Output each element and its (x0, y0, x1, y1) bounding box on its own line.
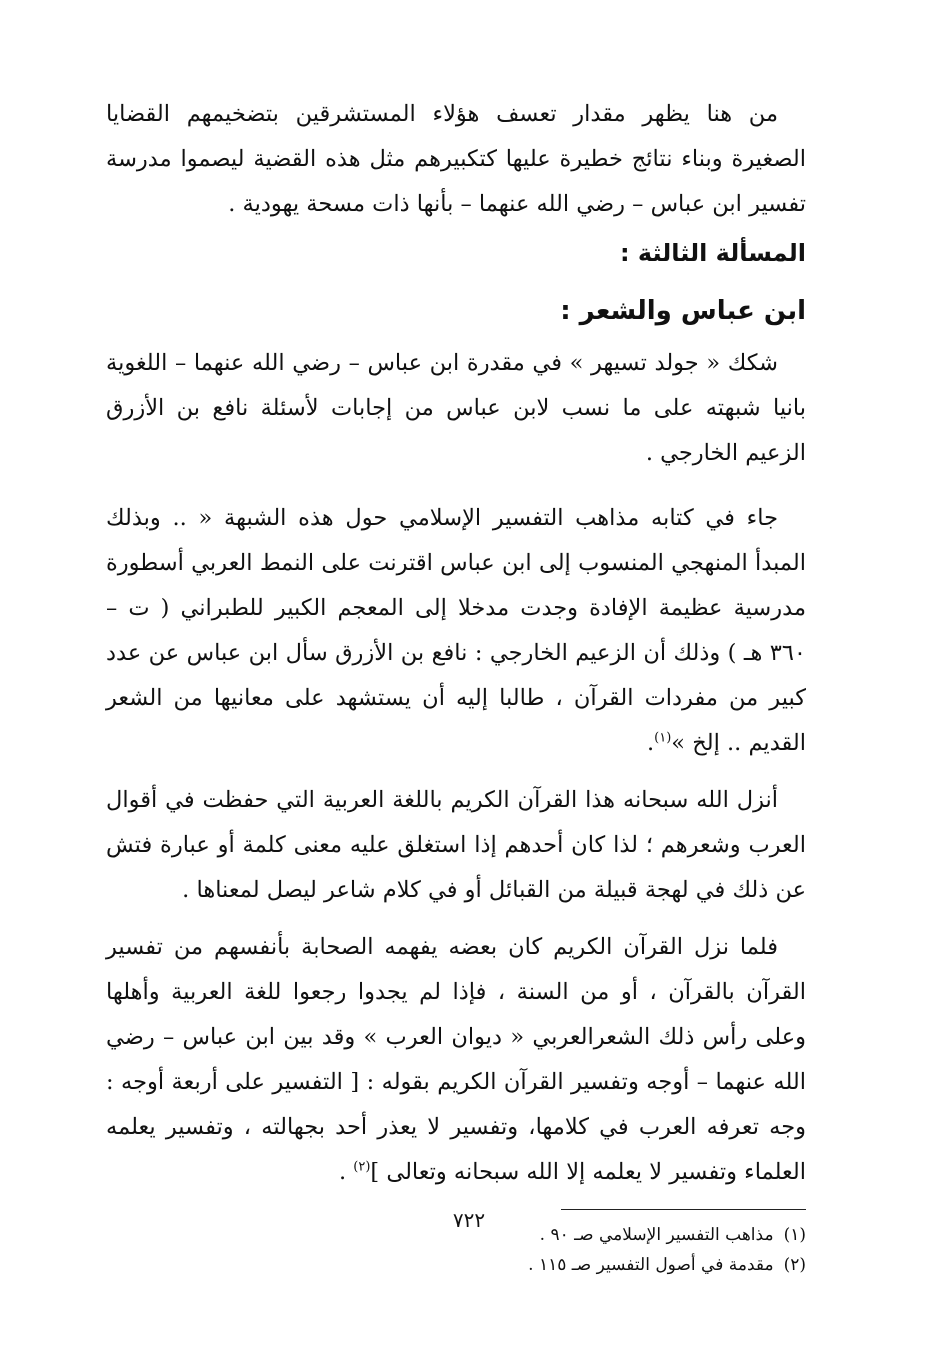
footnote-1-text: مذاهب التفسير الإسلامي صـ ٩٠ . (539, 1225, 774, 1245)
page-body (106, 92, 806, 1280)
footnote-2 (106, 1250, 806, 1280)
footnote-marker-2: (٢) (353, 1159, 371, 1175)
paragraph-5-end: . (338, 1159, 347, 1185)
footnote-1-number: (١) (783, 1225, 806, 1245)
paragraph-4 (106, 778, 806, 913)
paragraph-1-text: من هنا يظهر مقدار تعسف هؤلاء المستشرقين بتضخيمهم القضايا الصغيرة وبناء نتائج خطيرة عليها كتكبيرهم مثل هذه القضية ليصموا مدرسة تفسير ابن عباس – رضي الله عنهما – بأنها ذات مسحة يهودية . (106, 101, 806, 217)
paragraph-3-text: جاء في كتابه مذاهب التفسير الإسلامي حول هذه الشبهة « .. وبذلك المبدأ المنهجي المنسوب إلى ابن عباس اقترنت على النمط العربي أسطورة مدرسية عظيمة الإفادة وجدت مدخلا إلى المعجم الكبير للطبراني ( ت – ٣٦٠ هـ ) وذلك أن الزعيم الخارجي : نافع بن الأزرق سأل ابن عباس عن عدد كبير من مفردات القرآن ، طالبا إليه أن يستشهد على معانيها من الشعر القديم .. إلخ » (106, 505, 806, 756)
page-number: ٧٢٢ (452, 1208, 486, 1232)
heading-ibn-abbas-poetry: ابن عباس والشعر : (560, 296, 806, 326)
paragraph-1 (106, 92, 806, 227)
paragraph-5 (106, 925, 806, 1195)
paragraph-2-text: شكك « جولد تسيهر » في مقدرة ابن عباس – رضي الله عنهما – اللغوية بانيا شبهته على ما نسب لابن عباس من إجابات لأسئلة نافع بن الأزرق الزعيم الخارجي . (106, 350, 806, 466)
paragraph-4-text: أنزل الله سبحانه هذا القرآن الكريم باللغة العربية التي حفظت في أقوال العرب وشعرهم ؛ لذا كان أحدهم إذا استغلق عليه معنى كلمة أو عبارة فتش عن ذلك في لهجة قبيلة من القبائل أو في كلام شاعر ليصل لمعناها . (106, 787, 806, 903)
footnote-marker-1: (١) (654, 730, 672, 746)
paragraph-3-end: . (647, 730, 655, 756)
paragraph-3 (106, 496, 806, 766)
paragraph-5-text: فلما نزل القرآن الكريم كان بعضه يفهمه الصحابة بأنفسهم من تفسير القرآن بالقرآن ، أو من السنة ، فإذا لم يجدوا رجعوا للغة العربية وأهلها وعلى رأس ذلك الشعرالعربي « ديوان العرب » وقد بين ابن عباس – رضي الله عنهما – أوجه وتفسير القرآن الكريم بقوله : [ التفسير على أربعة أوجه : وجه تعرفه العرب في كلامها، وتفسير لا يعذر أحد بجهالته ، وتفسير يعلمه العلماء وتفسير لا يعلمه إلا الله سبحانه وتعالى ] (106, 934, 806, 1185)
footnote-2-number: (٢) (783, 1255, 806, 1275)
footnote-2-text: مقدمة في أصول التفسير صـ ١١٥ . (528, 1255, 774, 1275)
paragraph-2 (106, 341, 806, 476)
heading-third-issue: المسألة الثالثة : (619, 239, 806, 267)
